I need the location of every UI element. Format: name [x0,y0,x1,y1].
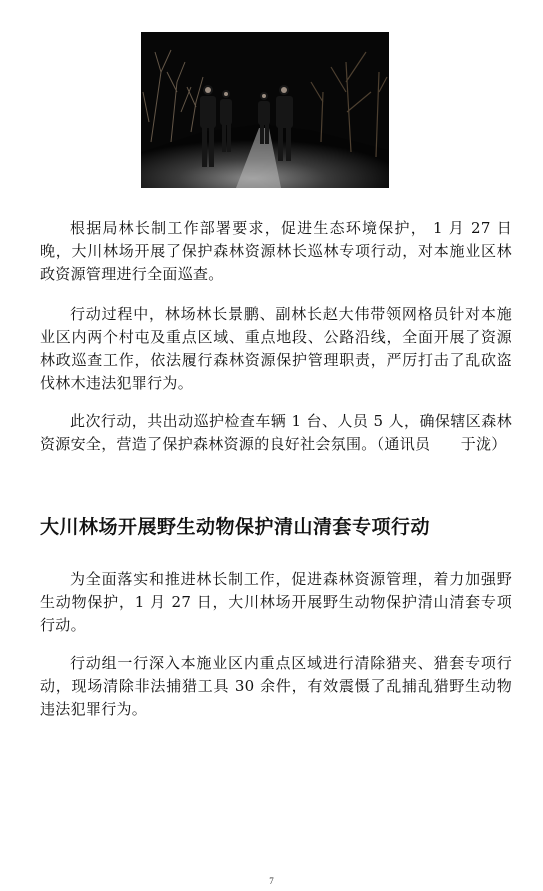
article1-paragraph-2: 行动过程中，林场林长景鹏、副林长赵大伟带领网格员针对本施业区内两个村屯及重点区域、重点地段、公路沿线，全面开展了资源林政巡查工作，依法履行森林资源保护管理职责，严厉打击了乱砍盗伐林木违法犯罪行为。 [40,305,512,392]
patrol-night-photo [141,32,389,188]
article2-paragraph-1: 为全面落实和推进林长制工作，促进森林资源管理，着力加强野生动物保护，1 月 27 日，大川林场开展野生动物保护清山清套专项行动。 [40,570,512,634]
page-number: 7 [269,876,274,886]
article1-paragraph-3: 此次行动，共出动巡护检查车辆 1 台、人员 5 人，确保辖区森林资源安全，营造了保护森林资源的良好社会氛围。（通讯员 于泷） [40,412,512,453]
article2-paragraph-2: 行动组一行深入本施业区内重点区域进行清除猎夹、猎套专项行动，现场清除非法捕猎工具 30 余件，有效震慑了乱捕乱猎野生动物违法犯罪行为。 [40,654,512,718]
article1-paragraph-1: 根据局林长制工作部署要求，促进生态环境保护， 1 月 27 日晚，大川林场开展了保护森林资源林长巡林专项行动，对本施业区林政资源管理进行全面巡查。 [40,219,512,283]
article2-title: 大川林场开展野生动物保护清山清套专项行动 [40,516,431,538]
